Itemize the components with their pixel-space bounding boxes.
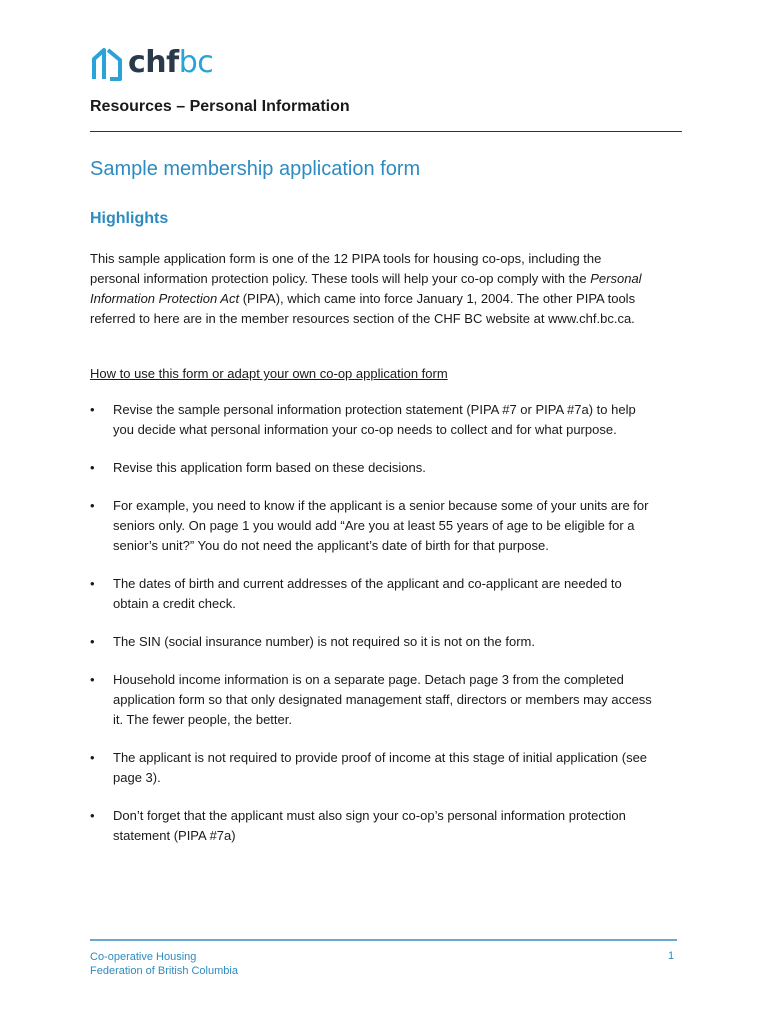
document-title: Sample membership application form (90, 158, 421, 180)
header-divider (90, 131, 682, 132)
howto-heading: How to use this form or adapt your own co-op application form (90, 366, 448, 381)
footer-organization (90, 950, 238, 978)
page-number: 1 (668, 950, 675, 962)
bullet-icon: • (90, 402, 95, 417)
logo-wordmark (128, 45, 214, 80)
list-item-text: Revise the sample personal information protection statement (PIPA #7 or PIPA #7a) to help you decide what personal information your co-op needs to collect and for what purpose. (113, 402, 636, 437)
list-item (90, 748, 660, 788)
instructions-list (90, 400, 660, 864)
footer-org-line2: Federation of British Columbia (90, 965, 238, 977)
section-title: Resources – Personal Information (90, 98, 350, 115)
list-item-text: Household income information is on a separate page. Detach page 3 from the completed application form so that only designated management staff, directors or members may access it. The fewer people, the better. (113, 672, 652, 727)
bullet-icon: • (90, 498, 95, 513)
bullet-icon: • (90, 808, 95, 823)
list-item (90, 574, 660, 614)
footer-divider (90, 939, 677, 941)
bullet-icon: • (90, 460, 95, 475)
intro-text-part2: (PIPA), which came into force January 1, 2004. The other PIPA tools referred to here are in the member resources section of the CHF BC website at www.chf.bc.ca. (90, 291, 636, 326)
bullet-icon: • (90, 672, 95, 687)
list-item (90, 458, 660, 478)
list-item (90, 400, 660, 440)
list-item-text: The applicant is not required to provide proof of income at this stage of initial application (see page 3). (113, 750, 648, 785)
list-item (90, 496, 660, 556)
intro-act-name: Personal Information Protection Act (90, 271, 642, 306)
footer-org-line1: Co-operative Housing (90, 951, 197, 963)
bullet-icon: • (90, 750, 95, 765)
bullet-icon: • (90, 634, 95, 649)
logo-text-chf: chf (128, 45, 179, 80)
list-item-text: Don’t forget that the applicant must also sign your co-op’s personal information protection statement (PIPA #7a) (113, 808, 626, 843)
list-item (90, 806, 660, 846)
highlights-heading: Highlights (90, 210, 169, 227)
list-item-text: The SIN (social insurance number) is not required so it is not on the form. (113, 634, 535, 649)
list-item-text: For example, you need to know if the applicant is a senior because some of your units are for seniors only. On page 1 you would add “Are you at least 55 years of age to be eligible for a senior’s unit?” You do not need the applicant’s date of birth for that purpose. (113, 498, 649, 553)
intro-text-part1: This sample application form is one of the 12 PIPA tools for housing co-ops, including the personal information protection policy. These tools will help your co-op comply with the (90, 251, 602, 286)
list-item-text: The dates of birth and current addresses of the applicant and co-applicant are needed to obtain a credit check. (113, 576, 622, 611)
bullet-icon: • (90, 576, 95, 591)
house-outline-icon (90, 45, 124, 81)
list-item-text: Revise this application form based on these decisions. (113, 460, 426, 475)
list-item (90, 632, 660, 652)
logo-text-bc: bc (178, 45, 214, 80)
intro-paragraph (90, 249, 650, 329)
chfbc-logo (90, 44, 213, 82)
list-item (90, 670, 660, 730)
